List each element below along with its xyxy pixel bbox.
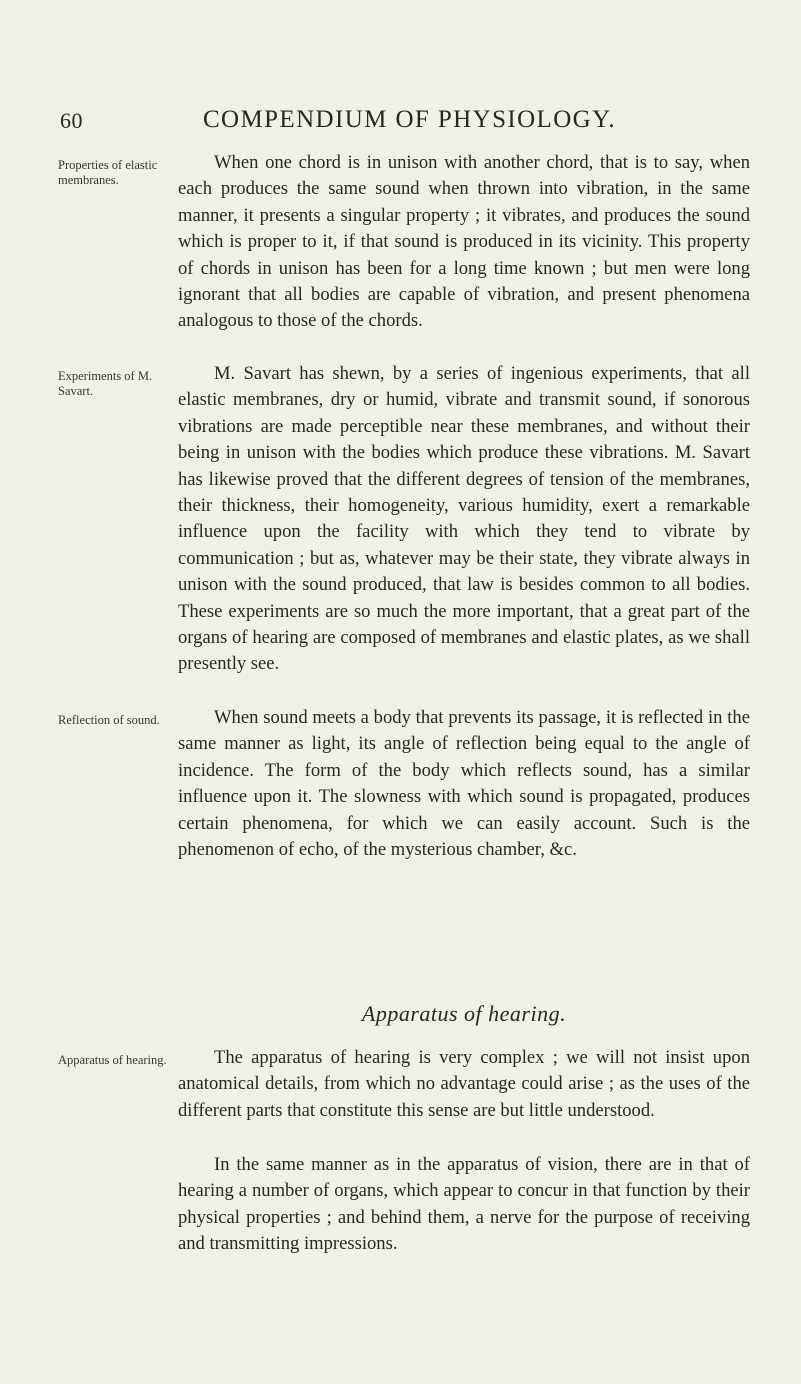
margin-note-savart: Experiments of M. Savart. <box>58 369 153 398</box>
section-heading: Apparatus of hearing. <box>361 1001 567 1026</box>
running-head: COMPENDIUM OF PHYSIOLOGY. <box>202 106 617 133</box>
margin-note-properties: Properties of elastic membranes. <box>58 158 158 187</box>
paragraph-savart: M. Savart has shewn, by a series of ingenious experiments, that all elastic membranes, dry or humid, vibrate and transmit sound, if sonorous vibrations are made perceptible near these membranes, and without their being in unison with the bodies which produce these vibrations. M. Savart has likewise proved that the different degrees of tension of the membranes, their thickness, their homogeneity, various humidity, exert a remarkable influence upon the facility with which they tend to vibrate by communication ; but as, whatever may be their state, they vibrate always in unison with the sound produced, that law is besides common to all bodies. These experiments are so much the more important, that a great part of the organs of hearing are composed of membranes and elastic plates, as we shall presently see. <box>178 363 750 675</box>
paragraph-organs: In the same manner as in the apparatus of vision, there are in that of hearing a number of organs, which appear to concur in that function by their physical properties ; and behind them, a nerve for the purpose of receiving and transmitting impressions. <box>178 1154 750 1255</box>
page-number: 60 <box>60 108 83 133</box>
paragraph-apparatus: The apparatus of hearing is very complex ; we will not insist upon anatomical details, from which no advantage could arise ; as the uses of the different parts that constitute this sense are but little understood. <box>178 1047 750 1121</box>
paragraph-reflection: When sound meets a body that prevents its passage, it is reflected in the same manner as light, its angle of reflection being equal to the angle of incidence. The form of the body which reflects sound, has a similar influence upon it. The slowness with which sound is propagated, produces certain phenomena, for which we can easily account. Such is the phenomenon of echo, of the mysterious chamber, &c. <box>178 707 750 861</box>
paragraph-chords: When one chord is in unison with another chord, that is to say, when each produces the same sound when thrown into vibration, in the same manner, it presents a singular property ; it vibrates, and produces the sound which is proper to it, if that sound is produced in its vicinity. This property of chords in unison has been for a long time known ; but men were long ignorant that all bodies are capable of vibration, and present phenomena analogous to those of the chords. <box>178 152 750 332</box>
margin-note-apparatus: Apparatus of hearing. <box>58 1053 167 1067</box>
margin-note-reflection: Reflection of sound. <box>58 713 160 727</box>
